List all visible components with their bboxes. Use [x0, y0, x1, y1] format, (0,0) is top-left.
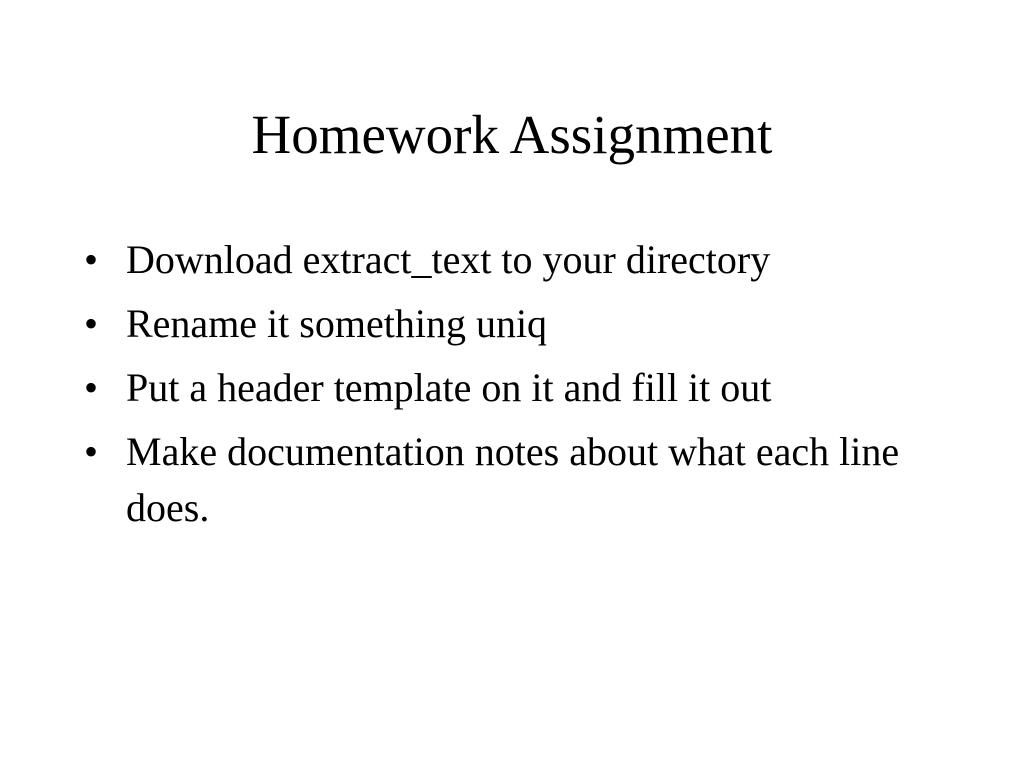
bullet-text: Download extract_text to your directory	[126, 237, 771, 282]
slide-title: Homework Assignment	[251, 104, 773, 165]
bullet-dot: •	[84, 365, 99, 410]
bullet-list	[84, 232, 964, 544]
list-item	[84, 424, 964, 536]
bullet-dot: •	[84, 429, 99, 474]
bullet-text: Put a header template on it and fill it out	[126, 365, 772, 410]
bullet-text: Rename it something uniq	[126, 301, 548, 346]
list-item	[84, 232, 964, 288]
list-item	[84, 360, 964, 416]
bullet-dot: •	[84, 237, 99, 282]
bullet-dot: •	[84, 301, 99, 346]
bullet-text: Make documentation notes about what each line does.	[126, 429, 900, 530]
list-item	[84, 296, 964, 352]
